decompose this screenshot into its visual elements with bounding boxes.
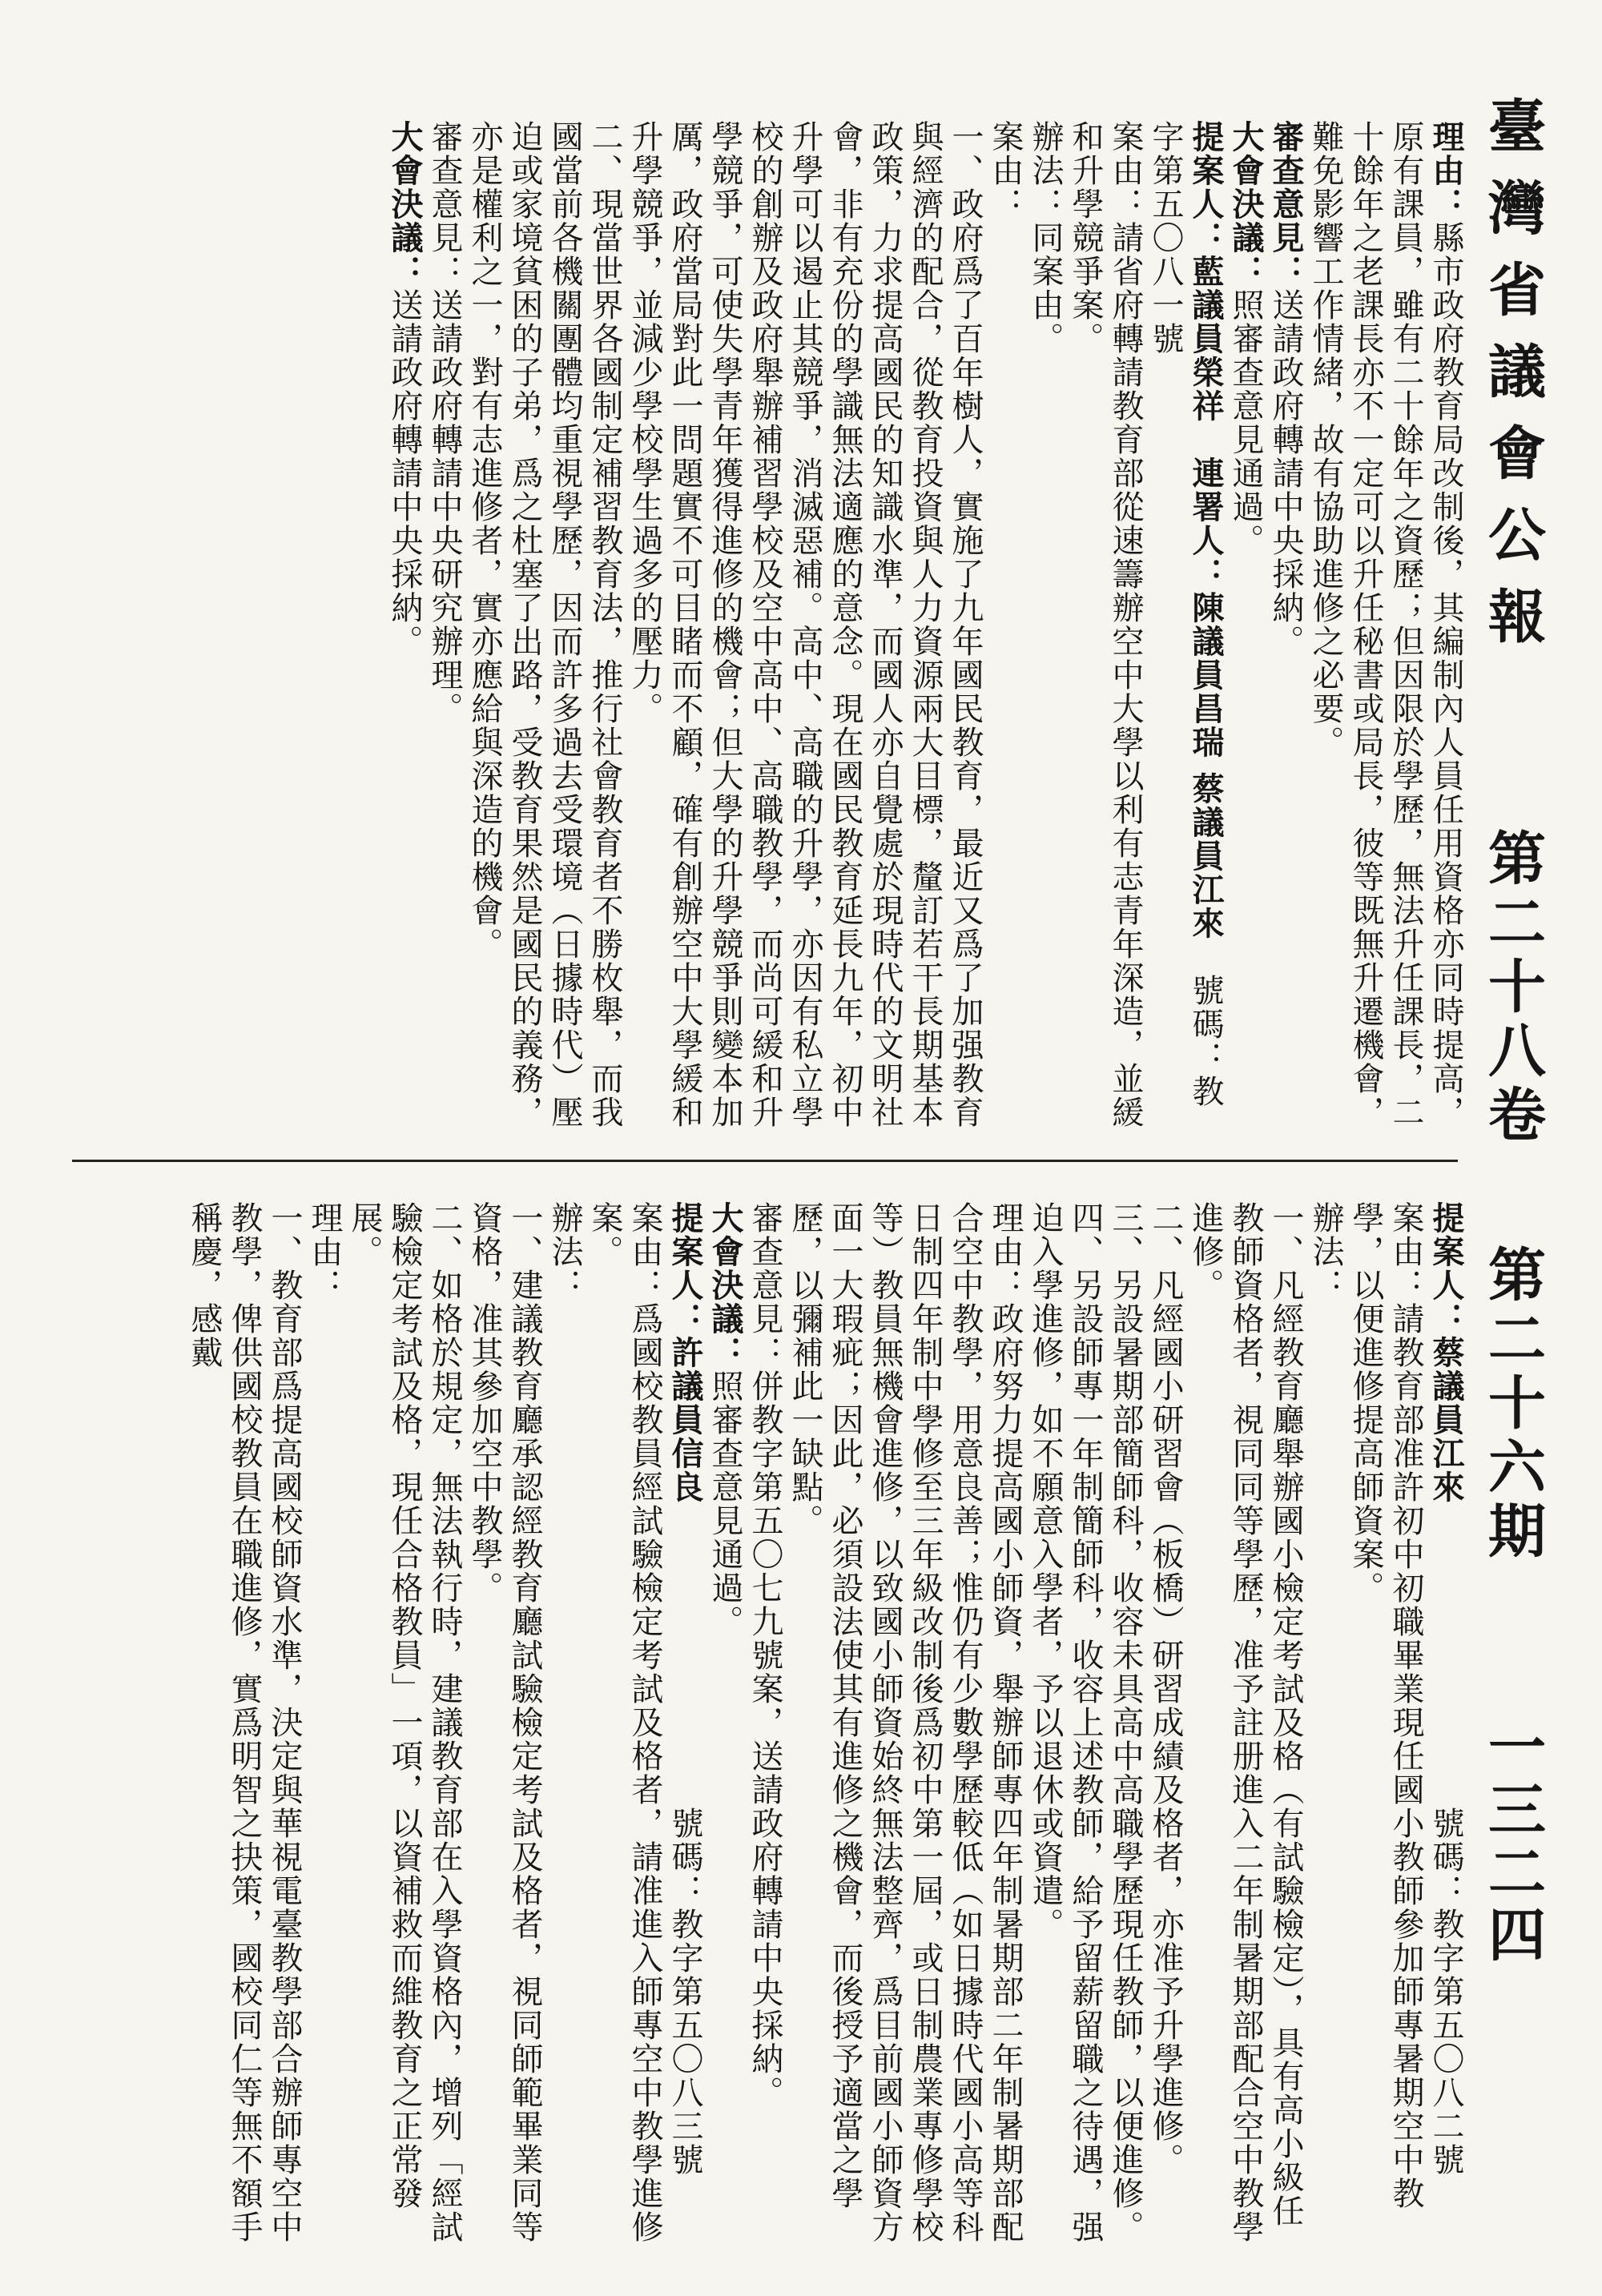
resolution2-label: 大會決議： [386, 120, 424, 288]
review-paragraph [1266, 120, 1306, 1137]
list-item: 二、現當世界各國制定補習教育法，推行社會教育者不勝枚舉，而我國當前各機關團體均重視學歷，因而許多過去受環境（日據時代）壓迫或家境貧困的子弟，爲之杜塞了出路，受教育果然是國民的義務，亦是權利之一，對有志進修者，實亦應給與深造的機會。 [466, 120, 623, 1129]
gazette-title: 臺灣省議會公報 [1479, 96, 1547, 668]
page-number: 一三二四 [1479, 1717, 1547, 1967]
case-reason-label: 案由： [987, 120, 1024, 221]
number-label: 號碼： [1187, 973, 1224, 1075]
issue-number: 第二十六期 [1479, 1245, 1547, 1565]
case-text: 請省府轉請教育部從速籌辦空中大學以利有志青年深造，並緩和升學競爭案。 [1067, 120, 1144, 1129]
number2-label: 號碼： [666, 1807, 703, 1908]
list-item: 一、政府爲了百年樹人，實施了九年國民教育，最近又爲了加强教育與經濟的配合，從教育投資與人力資源兩大目標，釐訂若干長期基本政策，力求提高國民的知識水準，而國人亦自覺處於現時代的文明社會，非有充份的學識無法適應的意念。現在國民教育延長九年，初中升學可以遏止其競爭，消滅惡補。高中、高職的升學，亦因有私立學校的創辦及政府舉辦補習學校及空中高中、高職教學，而尚可緩和升學競爭，可使失學青年獲得進修的機會；但大學的升學競爭則變本加厲，政府當局對此一問題實不可目睹而不顧，確有創辦空中大學緩和升學競爭，並減少學校學生過多的壓力。 [626, 120, 984, 1129]
running-header [1471, 96, 1554, 2178]
review2-paragraph [425, 120, 465, 1137]
volume-number: 第二十八卷 [1479, 828, 1547, 1148]
cosigner-names: 陳議員昌瑞 蔡議員江來 [1187, 591, 1225, 940]
resolution2-text: 送請政府轉請中央採納。 [386, 288, 423, 658]
upper-section [80, 120, 1466, 1137]
review-text: 送請政府轉請中央採納。 [1267, 288, 1304, 658]
list-item: 二、如格於規定，無法執行時，建議教育部在入學資格內，增列「經試驗檢定考試及格，現任合格教員」一項，以資補救而維教育之正常發展。 [346, 1201, 463, 2244]
proposer-paragraph [1426, 1201, 1466, 2250]
reason-label: 理由： [987, 1201, 1024, 1302]
reason2-paragraph [304, 1201, 344, 2250]
method-label: 辦法： [1027, 120, 1064, 221]
proposer-name: 藍議員榮祥 [1187, 255, 1225, 423]
proposer-label: 提案人： [1187, 120, 1225, 255]
section-divider [72, 1160, 1458, 1162]
number-label: 號碼： [1427, 1807, 1464, 1908]
review-paragraph [745, 1201, 785, 2250]
reason2-label: 理由： [306, 1201, 343, 1302]
review2-text: 送請政府轉請中央研究辦理。 [426, 288, 463, 726]
review-label: 審查意見： [1267, 120, 1305, 288]
resolution-text: 照審查意見通過。 [1227, 288, 1264, 557]
proposer-name: 蔡議員江來 [1427, 1336, 1465, 1504]
case-label: 案由： [1107, 120, 1144, 221]
method2-paragraph [545, 1201, 585, 2250]
number-text: 教字第五〇八二號 [1427, 1908, 1464, 2177]
list-item: 一、教育部爲提高國校師資水準，決定與華視電臺教學部合辦師專空中教學，俾供國校教員在職進修，實爲明智之抉策，國校同仁等無不額手稱慶，感戴 [186, 1201, 303, 2244]
number2-text: 教字第五〇八三號 [666, 1908, 703, 2177]
method-paragraph [1306, 1201, 1346, 2250]
case-paragraph [1346, 1201, 1426, 2250]
lower-section [80, 1201, 1466, 2250]
method2-label: 辦法： [546, 1201, 583, 1302]
method-label: 辦法： [1307, 1201, 1344, 1302]
case-text: 請教育部准許初中初職畢業現任國小教師參加師專暑期空中教學，以便進修提高師資案。 [1347, 1201, 1424, 2210]
proposer-label: 提案人： [1427, 1201, 1465, 1336]
method-text: 同案由。 [1027, 221, 1064, 356]
list-item: 四、另設師專一年制簡師科，收容上述教師，給予留薪留職之待遇，强迫入學進修，如不願意入學者，予以退休或資遣。 [1027, 1201, 1104, 2244]
case-label: 案由： [1387, 1201, 1424, 1302]
resolution-paragraph [1226, 120, 1266, 1137]
list-item: 一、凡經教育廳舉辦國小檢定考試及格（有試驗檢定），具有高小級任教師資格者，視同同等學歷，准予註册進入二年制暑期部配合空中教學進修。 [1187, 1201, 1304, 2244]
proposer2-name: 許議員信良 [666, 1336, 704, 1504]
review2-label: 審查意見： [426, 120, 463, 288]
reason-label: 理由： [1427, 120, 1465, 221]
proposer2-paragraph [665, 1201, 705, 2250]
list-item: 二、凡經國小研習會（板橋）研習成績及格者，亦准予升學進修。 [1147, 1201, 1184, 2177]
case-paragraph [1065, 120, 1145, 1137]
resolution-paragraph [705, 1201, 745, 2250]
reason-paragraph [785, 1201, 1025, 2250]
list-item: 三、另設暑期部簡師科，收容未具高中高職學歷現任教師，以便進修。 [1107, 1201, 1144, 2244]
method-paragraph [1025, 120, 1065, 1137]
reason-text: 縣市政府教育局改制後，其編制內人員任用資格亦同時提高，原有課員，雖有二十餘年之資歷；但因限於學歷，無法升任課長，二十餘年之老課長亦不一定可以升任秘書或局長，彼等既無升遷機會，難免影響工作情緒，故有協助進修之必要。 [1307, 120, 1464, 1129]
resolution-label: 大會決議： [706, 1201, 744, 1369]
case2-paragraph [585, 1201, 665, 2250]
resolution-label: 大會決議： [1227, 120, 1265, 288]
list-item: 一、建議教育廳承認經教育廳試驗檢定考試及格者，視同師範畢業同等資格，准其參加空中教學。 [466, 1201, 543, 2244]
case-reason-paragraph [985, 120, 1025, 1137]
resolution-text: 照審查意見通過。 [706, 1369, 743, 1639]
proposer-paragraph [1145, 120, 1226, 1137]
number-text: 教字第五〇八一號 [1147, 120, 1224, 1108]
resolution2-paragraph [384, 120, 425, 1137]
cosigner-label: 連署人： [1187, 456, 1225, 591]
reason-text: 政府努力提高國小師資，舉辦師專四年制暑期部二年制暑期部配合空中教學，用意良善；惟仍有少數學歷較低（如日據時代國小高等科日制四年制中學修至三年級改制後爲初中第一屆，或日制農業專修學校等）教員無機會進修，以致國小師資始終無法整齊，爲目前國小師資方面一大瑕疵；因此，必須設法使其有進修之機會，而後授予適當之學歷，以彌補此一缺點。 [787, 1201, 1024, 2244]
review-label: 審查意見： [747, 1201, 783, 1369]
review-text: 併教字第五〇七九號案，送請政府轉請中央採納。 [747, 1369, 783, 2109]
reason-paragraph [1306, 120, 1466, 1137]
proposer2-label: 提案人： [666, 1201, 704, 1336]
case2-label: 案由： [626, 1201, 663, 1302]
case2-text: 爲國校教員經試驗檢定考試及格者，請准進入師專空中教學進修案。 [586, 1201, 663, 2244]
